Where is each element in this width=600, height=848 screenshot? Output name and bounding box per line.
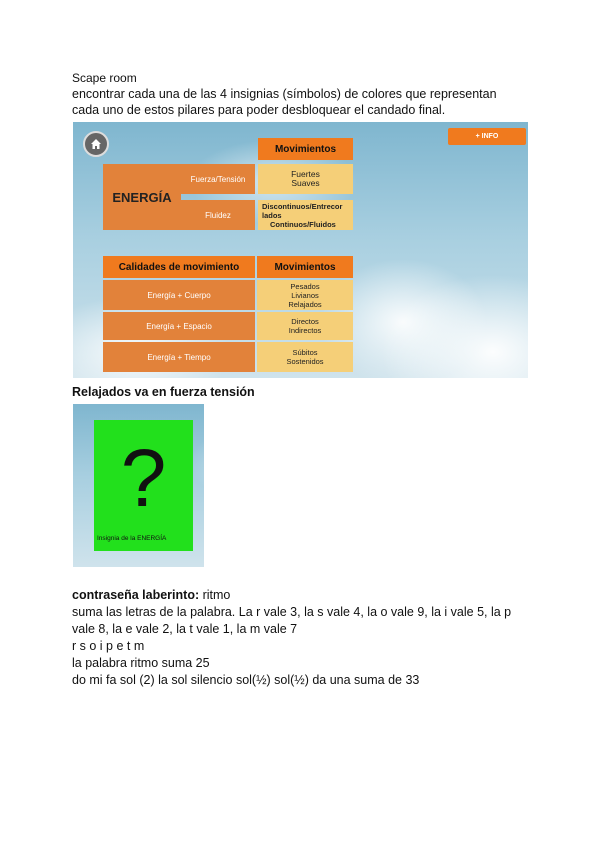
home-icon: [90, 138, 102, 150]
lados-text: lados: [262, 210, 282, 220]
indirectos-text: Indirectos: [288, 326, 322, 335]
pesados-text: Pesados: [290, 281, 320, 291]
fluidez-cell: Fluidez: [181, 200, 255, 230]
password-line: [72, 588, 230, 602]
discontinuos-text: Discontinuos/Entrecor: [262, 201, 343, 211]
doc-heading: Scape room: [72, 71, 137, 85]
directos-cell: [257, 312, 353, 340]
calidades-header: Calidades de movimiento: [103, 256, 255, 278]
livianos-text: Livianos: [291, 290, 319, 300]
password-value: ritmo: [202, 588, 231, 602]
home-button[interactable]: [83, 131, 109, 157]
energia-espacio-cell: Energía + Espacio: [103, 312, 255, 340]
para-line-1: suma las letras de la palabra. La r vale 3, la s vale 4, la o vale 9, la i vale 5, la p: [72, 605, 512, 619]
movimientos-header-2: Movimientos: [257, 256, 353, 278]
badge-image: [73, 404, 204, 567]
para-line-2: vale 8, la e vale 2, la t vale 1, la m vale 7: [72, 622, 298, 636]
fuertes-text: Fuertes: [291, 169, 320, 179]
question-mark-icon: ?: [120, 433, 167, 524]
continuos-text: Continuos/Fluidos: [270, 219, 336, 229]
directos-text: Directos: [291, 317, 319, 326]
suaves-text: Suaves: [291, 178, 320, 188]
energia-cell: ENERGÍA: [103, 164, 181, 230]
subitos-cell: [257, 342, 353, 372]
info-button[interactable]: + INFO: [448, 128, 526, 145]
discontinuos-cell: [258, 200, 353, 230]
letters-line: r s o i p e t m: [72, 639, 145, 653]
sum-line: la palabra ritmo suma 25: [72, 656, 210, 670]
password-label: contraseña laberinto:: [72, 588, 200, 602]
subitos-text: Súbitos: [292, 348, 318, 357]
relajados-text: Relajados: [288, 299, 322, 309]
badge-square: [94, 420, 193, 551]
fuertes-suaves-cell: [258, 164, 353, 194]
slide-image: [73, 122, 528, 378]
fuerza-tension-cell: Fuerza/Tensión: [181, 164, 255, 194]
energia-cuerpo-cell: Energía + Cuerpo: [103, 280, 255, 310]
badge-caption: Insignia de la ENERGÍA: [97, 535, 167, 542]
music-line: do mi fa sol (2) la sol silencio sol(½) sol(½) da una suma de 33: [72, 673, 420, 687]
intro-line-1: encontrar cada una de las 4 insignias (símbolos) de colores que representan: [72, 87, 497, 101]
note-text: Relajados va en fuerza tensión: [72, 385, 255, 399]
sostenidos-text: Sostenidos: [286, 357, 324, 366]
intro-line-2: cada uno de estos pilares para poder desbloquear el candado final.: [72, 103, 446, 117]
pesados-cell: [257, 280, 353, 310]
energia-tiempo-cell: Energía + Tiempo: [103, 342, 255, 372]
movimientos-header-1: Movimientos: [258, 138, 353, 160]
